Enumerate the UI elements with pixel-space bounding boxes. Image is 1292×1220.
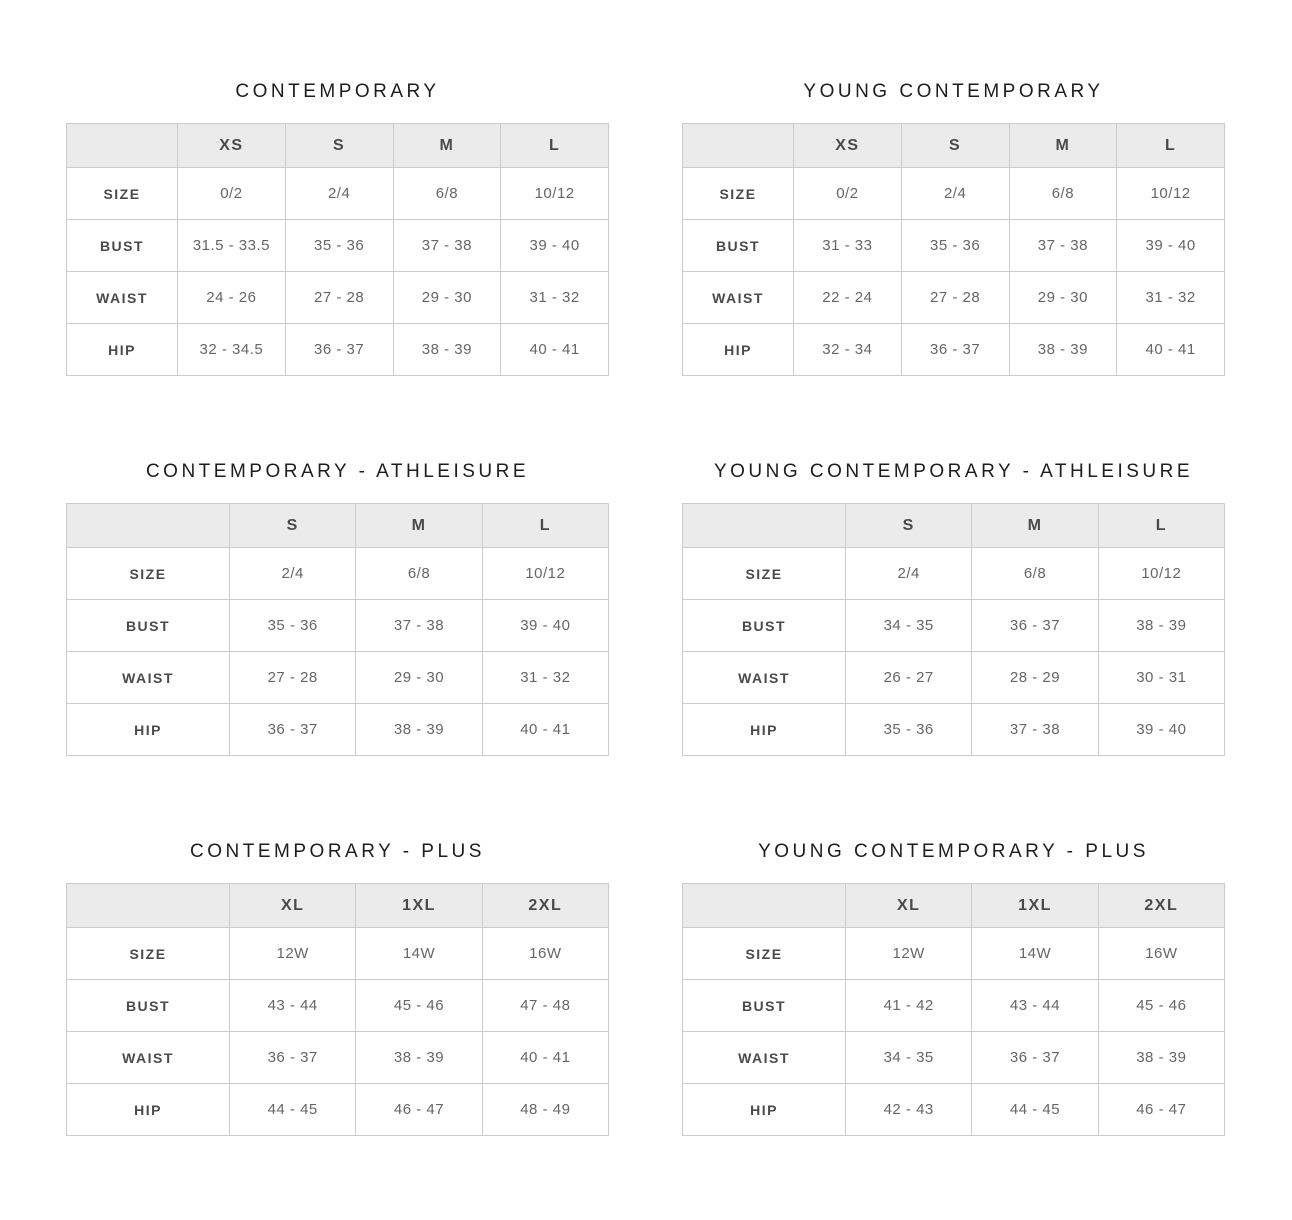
measurement-value-cell: 2/4: [846, 548, 972, 600]
measurement-row-label: BUST: [67, 220, 178, 272]
measurement-value-cell: 40 - 41: [482, 1032, 608, 1084]
table-row: [683, 1032, 1225, 1084]
table-row: [67, 600, 609, 652]
table-row: [67, 980, 609, 1032]
measurement-value-cell: 2/4: [285, 168, 393, 220]
table-row: [67, 1084, 609, 1136]
size-table: [682, 883, 1225, 1136]
measurement-value-cell: 36 - 37: [972, 600, 1098, 652]
table-row: [67, 652, 609, 704]
measurement-value-cell: 38 - 39: [356, 704, 482, 756]
measurement-value-cell: 36 - 37: [230, 704, 356, 756]
chart-title: YOUNG CONTEMPORARY - ATHLEISURE: [713, 461, 1194, 482]
measurement-value-cell: 37 - 38: [356, 600, 482, 652]
table-row: [683, 600, 1225, 652]
table-row: [67, 704, 609, 756]
table-row: [683, 548, 1225, 600]
table-row: [683, 324, 1225, 376]
measurement-row-label: WAIST: [683, 272, 794, 324]
measurement-value-cell: 38 - 39: [1098, 600, 1224, 652]
young-contemporary-plus-chart: [682, 840, 1225, 1136]
corner-cell: [683, 504, 846, 548]
measurement-value-cell: 12W: [230, 928, 356, 980]
measurement-value-cell: 37 - 38: [972, 704, 1098, 756]
size-table: [682, 123, 1225, 376]
size-column-header: M: [1009, 124, 1117, 168]
header-row: [67, 504, 609, 548]
measurement-row-label: HIP: [67, 704, 230, 756]
measurement-value-cell: 36 - 37: [230, 1032, 356, 1084]
measurement-value-cell: 29 - 30: [1009, 272, 1117, 324]
measurement-value-cell: 27 - 28: [901, 272, 1009, 324]
size-column-header: L: [1098, 504, 1224, 548]
size-table: [66, 123, 609, 376]
measurement-value-cell: 34 - 35: [846, 1032, 972, 1084]
measurement-value-cell: 22 - 24: [794, 272, 902, 324]
size-column-header: S: [846, 504, 972, 548]
header-row: [683, 504, 1225, 548]
measurement-value-cell: 24 - 26: [178, 272, 286, 324]
measurement-value-cell: 36 - 37: [972, 1032, 1098, 1084]
measurement-value-cell: 48 - 49: [482, 1084, 608, 1136]
size-column-header: S: [901, 124, 1009, 168]
measurement-value-cell: 34 - 35: [846, 600, 972, 652]
size-column-header: L: [482, 504, 608, 548]
measurement-value-cell: 6/8: [972, 548, 1098, 600]
table-row: [67, 548, 609, 600]
measurement-value-cell: 2/4: [901, 168, 1009, 220]
size-column-header: M: [356, 504, 482, 548]
measurement-value-cell: 38 - 39: [356, 1032, 482, 1084]
table-row: [67, 168, 609, 220]
measurement-value-cell: 38 - 39: [1098, 1032, 1224, 1084]
young-contemporary-athleisure-chart: [682, 460, 1225, 756]
corner-cell: [67, 504, 230, 548]
measurement-value-cell: 10/12: [1117, 168, 1225, 220]
measurement-value-cell: 39 - 40: [482, 600, 608, 652]
measurement-value-cell: 43 - 44: [230, 980, 356, 1032]
measurement-value-cell: 40 - 41: [1117, 324, 1225, 376]
corner-cell: [67, 884, 230, 928]
measurement-value-cell: 30 - 31: [1098, 652, 1224, 704]
chart-title: CONTEMPORARY - PLUS: [190, 841, 485, 862]
measurement-value-cell: 35 - 36: [846, 704, 972, 756]
measurement-value-cell: 39 - 40: [1117, 220, 1225, 272]
size-column-header: 1XL: [972, 884, 1098, 928]
measurement-row-label: BUST: [683, 220, 794, 272]
measurement-value-cell: 2/4: [230, 548, 356, 600]
measurement-value-cell: 38 - 39: [1009, 324, 1117, 376]
table-row: [683, 272, 1225, 324]
header-row: [683, 884, 1225, 928]
table-row: [683, 168, 1225, 220]
table-row: [67, 324, 609, 376]
table-row: [67, 1032, 609, 1084]
header-row: [683, 124, 1225, 168]
measurement-value-cell: 39 - 40: [1098, 704, 1224, 756]
measurement-row-label: WAIST: [683, 1032, 846, 1084]
header-row: [67, 124, 609, 168]
measurement-row-label: HIP: [683, 704, 846, 756]
size-column-header: L: [1117, 124, 1225, 168]
measurement-value-cell: 27 - 28: [230, 652, 356, 704]
measurement-row-label: HIP: [683, 1084, 846, 1136]
size-column-header: 2XL: [1098, 884, 1224, 928]
measurement-value-cell: 16W: [482, 928, 608, 980]
measurement-value-cell: 46 - 47: [1098, 1084, 1224, 1136]
measurement-value-cell: 47 - 48: [482, 980, 608, 1032]
measurement-value-cell: 6/8: [1009, 168, 1117, 220]
table-row: [67, 928, 609, 980]
measurement-row-label: HIP: [683, 324, 794, 376]
size-table: [66, 503, 609, 756]
table-row: [683, 704, 1225, 756]
table-row: [683, 220, 1225, 272]
measurement-value-cell: 35 - 36: [230, 600, 356, 652]
measurement-value-cell: 6/8: [356, 548, 482, 600]
measurement-value-cell: 6/8: [393, 168, 501, 220]
measurement-value-cell: 46 - 47: [356, 1084, 482, 1136]
measurement-row-label: BUST: [67, 980, 230, 1032]
measurement-value-cell: 41 - 42: [846, 980, 972, 1032]
chart-title: YOUNG CONTEMPORARY: [803, 81, 1104, 102]
size-column-header: M: [972, 504, 1098, 548]
contemporary-athleisure-chart: [66, 460, 609, 756]
size-column-header: XL: [846, 884, 972, 928]
table-row: [683, 980, 1225, 1032]
table-row: [683, 928, 1225, 980]
measurement-value-cell: 28 - 29: [972, 652, 1098, 704]
measurement-row-label: SIZE: [67, 168, 178, 220]
measurement-value-cell: 39 - 40: [501, 220, 609, 272]
table-row: [67, 272, 609, 324]
measurement-value-cell: 10/12: [1098, 548, 1224, 600]
measurement-value-cell: 32 - 34.5: [178, 324, 286, 376]
measurement-row-label: WAIST: [67, 1032, 230, 1084]
size-column-header: 1XL: [356, 884, 482, 928]
measurement-value-cell: 16W: [1098, 928, 1224, 980]
table-row: [683, 652, 1225, 704]
measurement-value-cell: 44 - 45: [230, 1084, 356, 1136]
young-contemporary-chart: [682, 80, 1225, 376]
measurement-row-label: SIZE: [67, 548, 230, 600]
measurement-row-label: BUST: [683, 600, 846, 652]
chart-title: YOUNG CONTEMPORARY - PLUS: [758, 841, 1149, 862]
measurement-value-cell: 10/12: [482, 548, 608, 600]
measurement-row-label: WAIST: [67, 272, 178, 324]
header-row: [67, 884, 609, 928]
measurement-value-cell: 31 - 32: [482, 652, 608, 704]
measurement-value-cell: 37 - 38: [1009, 220, 1117, 272]
chart-title: CONTEMPORARY - ATHLEISURE: [145, 461, 530, 482]
measurement-value-cell: 31 - 32: [501, 272, 609, 324]
measurement-value-cell: 37 - 38: [393, 220, 501, 272]
measurement-value-cell: 36 - 37: [285, 324, 393, 376]
measurement-row-label: WAIST: [67, 652, 230, 704]
size-table: [66, 883, 609, 1136]
table-row: [67, 220, 609, 272]
measurement-value-cell: 31.5 - 33.5: [178, 220, 286, 272]
measurement-row-label: SIZE: [67, 928, 230, 980]
measurement-row-label: SIZE: [683, 168, 794, 220]
measurement-value-cell: 14W: [972, 928, 1098, 980]
chart-title: CONTEMPORARY: [235, 81, 440, 102]
corner-cell: [683, 124, 794, 168]
size-column-header: 2XL: [482, 884, 608, 928]
measurement-value-cell: 36 - 37: [901, 324, 1009, 376]
measurement-value-cell: 12W: [846, 928, 972, 980]
measurement-value-cell: 10/12: [501, 168, 609, 220]
measurement-value-cell: 45 - 46: [1098, 980, 1224, 1032]
measurement-value-cell: 45 - 46: [356, 980, 482, 1032]
size-column-header: S: [230, 504, 356, 548]
measurement-value-cell: 32 - 34: [794, 324, 902, 376]
size-table: [682, 503, 1225, 756]
measurement-row-label: HIP: [67, 1084, 230, 1136]
measurement-value-cell: 0/2: [178, 168, 286, 220]
size-column-header: XL: [230, 884, 356, 928]
measurement-value-cell: 29 - 30: [393, 272, 501, 324]
measurement-value-cell: 26 - 27: [846, 652, 972, 704]
measurement-row-label: SIZE: [683, 548, 846, 600]
corner-cell: [683, 884, 846, 928]
measurement-value-cell: 42 - 43: [846, 1084, 972, 1136]
size-column-header: M: [393, 124, 501, 168]
measurement-value-cell: 29 - 30: [356, 652, 482, 704]
measurement-value-cell: 31 - 33: [794, 220, 902, 272]
measurement-value-cell: 0/2: [794, 168, 902, 220]
size-column-header: S: [285, 124, 393, 168]
size-column-header: XS: [794, 124, 902, 168]
measurement-value-cell: 35 - 36: [285, 220, 393, 272]
contemporary-plus-chart: [66, 840, 609, 1136]
measurement-value-cell: 38 - 39: [393, 324, 501, 376]
measurement-value-cell: 43 - 44: [972, 980, 1098, 1032]
measurement-row-label: SIZE: [683, 928, 846, 980]
contemporary-chart: [66, 80, 609, 376]
size-column-header: L: [501, 124, 609, 168]
measurement-row-label: WAIST: [683, 652, 846, 704]
measurement-value-cell: 35 - 36: [901, 220, 1009, 272]
measurement-row-label: HIP: [67, 324, 178, 376]
measurement-row-label: BUST: [67, 600, 230, 652]
measurement-value-cell: 40 - 41: [501, 324, 609, 376]
measurement-value-cell: 40 - 41: [482, 704, 608, 756]
table-row: [683, 1084, 1225, 1136]
measurement-value-cell: 27 - 28: [285, 272, 393, 324]
measurement-row-label: BUST: [683, 980, 846, 1032]
measurement-value-cell: 31 - 32: [1117, 272, 1225, 324]
measurement-value-cell: 44 - 45: [972, 1084, 1098, 1136]
size-column-header: XS: [178, 124, 286, 168]
measurement-value-cell: 14W: [356, 928, 482, 980]
corner-cell: [67, 124, 178, 168]
